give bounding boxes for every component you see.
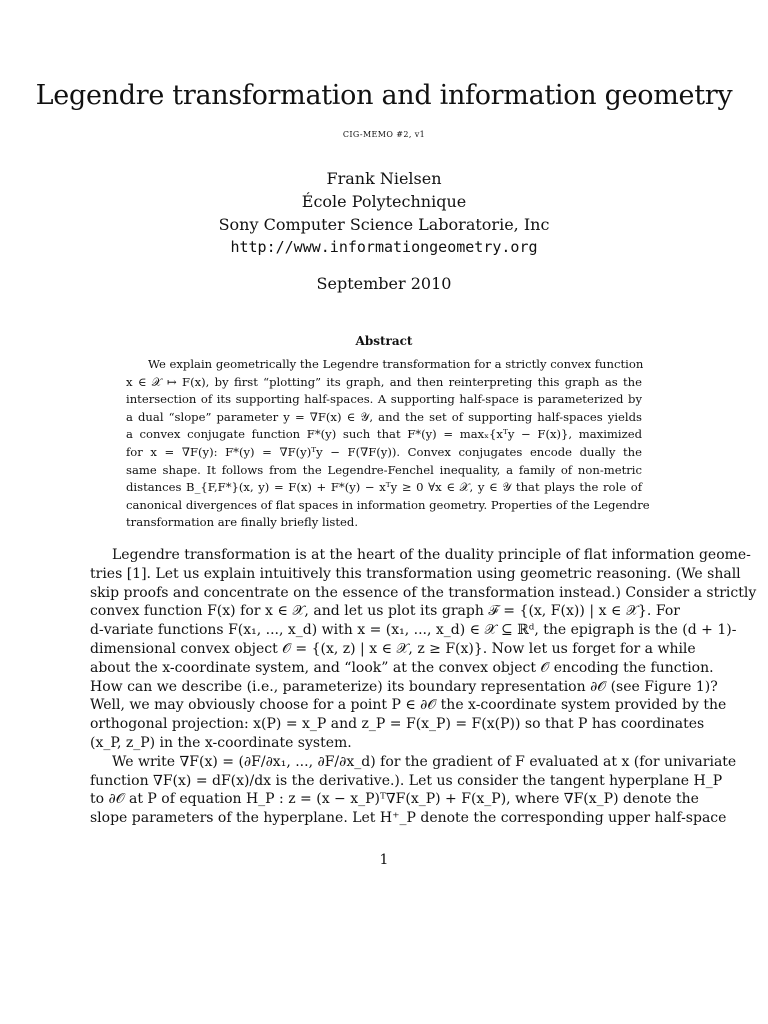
body-line: d-variate functions F(x₁, ..., x_d) with x = (x₁, ..., x_d) ∈ 𝒳 ⊆ ℝᵈ, the epigraph is the (d + 1)- xyxy=(90,622,737,639)
body-line: Well, we may obviously choose for a point P ∈ ∂𝒪 the x-coordinate system provided by the xyxy=(90,697,727,714)
body-line: Legendre transformation is at the heart of the duality principle of flat information geome- xyxy=(112,547,751,563)
abstract-line: distances B_{F,F*}(x, y) = F(x) + F*(y) − xᵀy ≥ 0 ∀x ∈ 𝒳, y ∈ 𝒴 that plays the role of xyxy=(126,480,642,495)
abstract-line: a dual “slope” parameter y = ∇F(x) ∈ 𝒴, and the set of supporting half-spaces yields xyxy=(126,409,642,424)
abstract-line: same shape. It follows from the Legendre-Fenchel inequality, a family of non-metric xyxy=(126,462,642,477)
abstract-line: We explain geometrically the Legendre transformation for a strictly convex function xyxy=(148,357,644,371)
abstract-line: canonical divergences of flat spaces in information geometry. Properties of the Legendre xyxy=(126,497,650,512)
paper-title: Legendre transformation and information geometry xyxy=(35,80,733,111)
abstract-line: x ∈ 𝒳 ↦ F(x), by first “plotting” its graph, and then reinterpreting this graph as the xyxy=(126,374,642,389)
body-line: (x_P, z_P) in the x-coordinate system. xyxy=(90,734,352,751)
paper-date: September 2010 xyxy=(316,274,452,293)
body-line: How can we describe (i.e., parameterize) its boundary representation ∂𝒪 (see Figure 1)? xyxy=(90,678,718,695)
author-name: Frank Nielsen xyxy=(326,169,442,188)
body-line: dimensional convex object 𝒪 = {(x, z) | x ∈ 𝒳, z ≥ F(x)}. Now let us forget for a while xyxy=(90,640,696,657)
abstract-line: transformation are finally briefly listed. xyxy=(126,515,359,530)
body-line: orthogonal projection: x(P) = x_P and z_P = F(x_P) = F(x(P)) so that P has coordinates xyxy=(90,716,705,733)
author-url[interactable]: http://www.informationgeometry.org xyxy=(230,238,538,256)
abstract-line: for x = ∇F(y): F*(y) = ∇F(y)ᵀy − F(∇F(y)). Convex conjugates encode dually the xyxy=(126,444,642,459)
body-line: We write ∇F(x) = (∂F/∂x₁, ..., ∂F/∂x_d) for the gradient of F evaluated at x (for univariate xyxy=(112,753,737,770)
abstract-heading: Abstract xyxy=(355,334,413,348)
abstract-text xyxy=(126,356,650,532)
body-line: slope parameters of the hyperplane. Let H⁺_P denote the corresponding upper half-space xyxy=(90,810,727,827)
memo-label: CIG-MEMO #2, v1 xyxy=(342,130,426,139)
body-line: tries [1]. Let us explain intuitively this transformation using geometric reasoning. (We shall xyxy=(90,565,741,582)
body-text xyxy=(90,546,757,828)
body-line: skip proofs and concentrate on the essence of the transformation instead.) Consider a strictly xyxy=(90,584,757,601)
abstract-line: intersection of its supporting half-spaces. A supporting half-space is parameterized by xyxy=(126,392,642,407)
body-line: convex function F(x) for x ∈ 𝒳, and let us plot its graph ℱ = {(x, F(x)) | x ∈ 𝒳}. For xyxy=(90,603,680,620)
body-line: to ∂𝒪 at P of equation H_P : z = (x − x_P)ᵀ∇F(x_P) + F(x_P), where ∇F(x_P) denote the xyxy=(90,791,699,808)
page-number: 1 xyxy=(379,852,389,868)
body-line: function ∇F(x) = dF(x)/dx is the derivative.). Let us consider the tangent hyperplane H_P xyxy=(90,772,723,789)
body-line: about the x-coordinate system, and “look” at the convex object 𝒪 encoding the function. xyxy=(90,659,714,676)
abstract-line: a convex conjugate function F*(y) such that F*(y) = maxₓ{xᵀy − F(x)}, maximized xyxy=(126,427,642,442)
affiliation-2: Sony Computer Science Laboratorie, Inc xyxy=(218,215,550,234)
author-block xyxy=(0,167,768,259)
affiliation-1: École Polytechnique xyxy=(301,192,467,211)
